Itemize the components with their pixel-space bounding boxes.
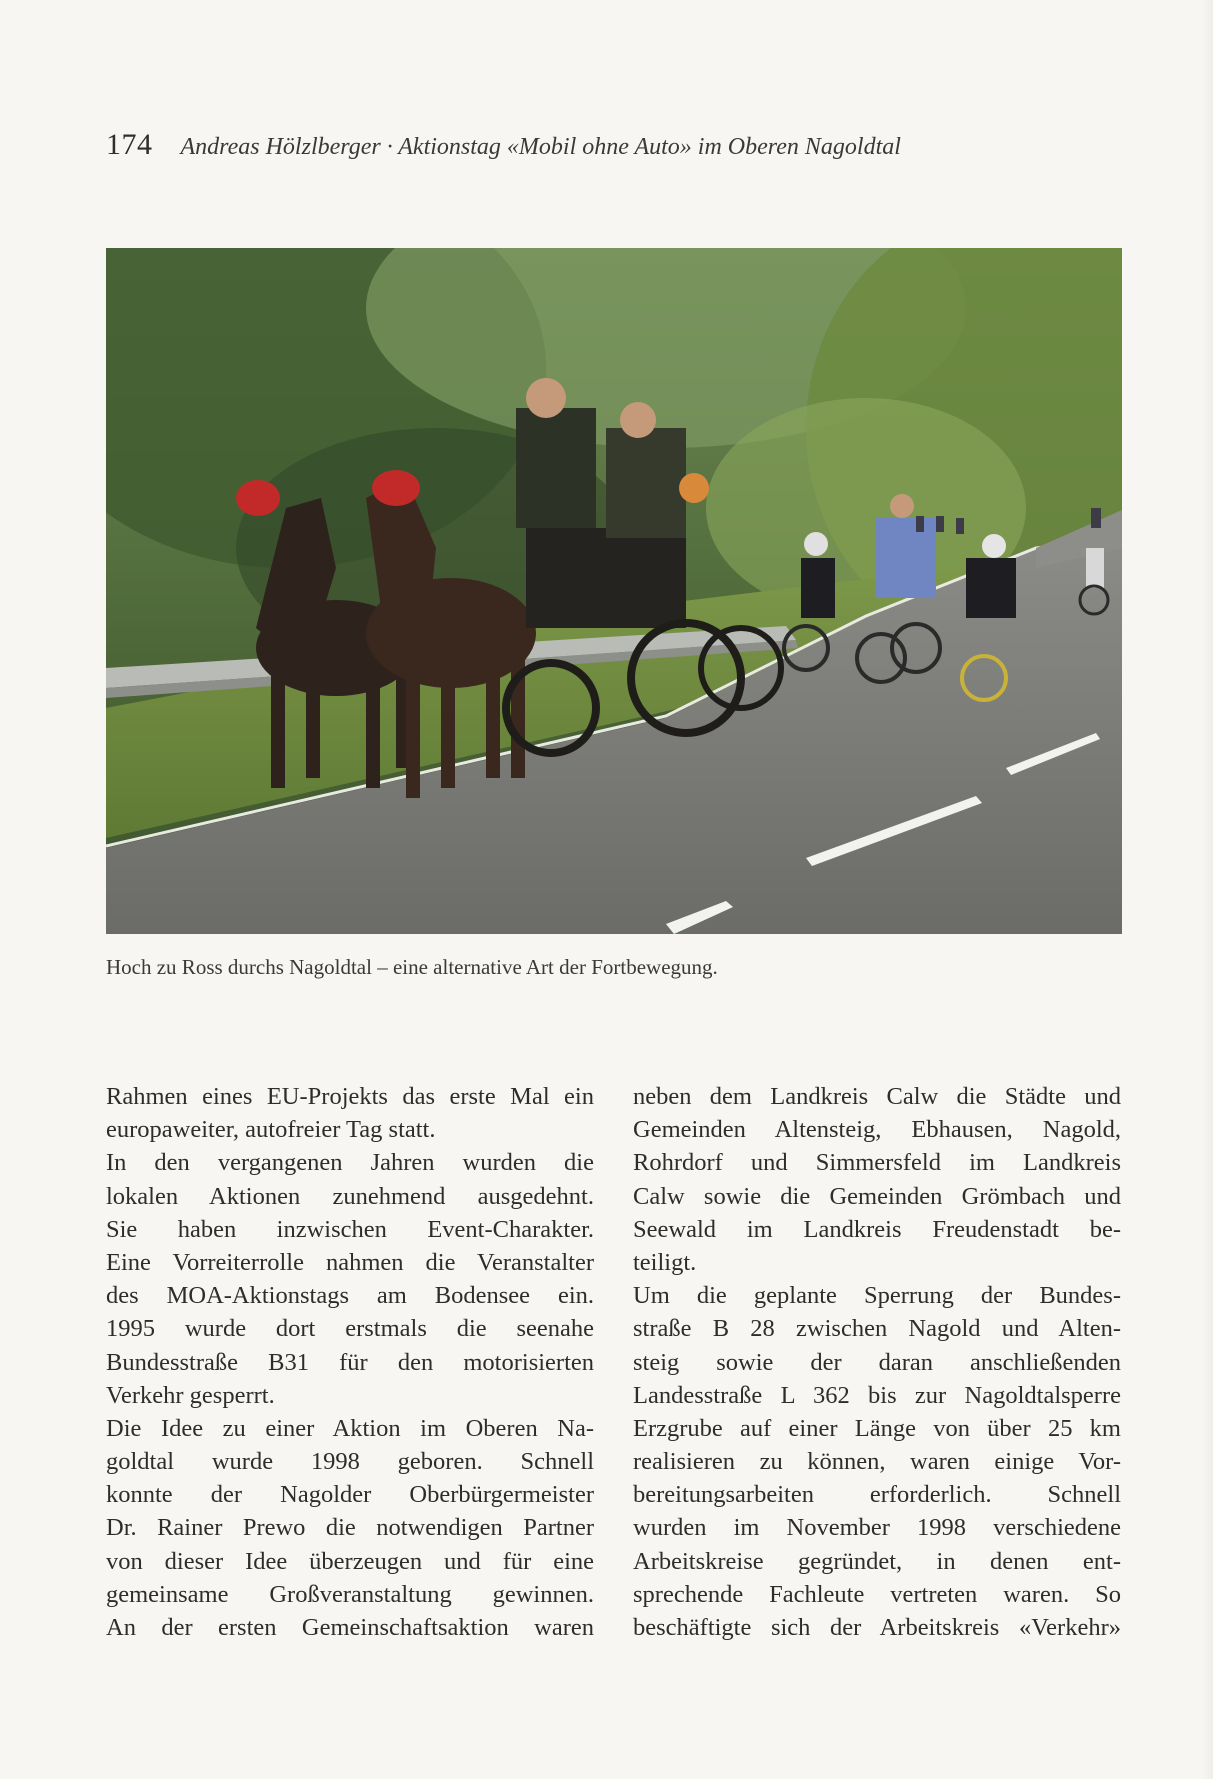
text-line: In den vergangenen Jahren wurden die bbox=[106, 1149, 594, 1177]
paragraph bbox=[106, 1412, 594, 1644]
paragraph bbox=[106, 1080, 594, 1146]
figure-caption: Hoch zu Ross durchs Nagoldtal – eine alternative Art der Fortbewegung. bbox=[106, 955, 718, 979]
page-edge bbox=[1201, 0, 1213, 1779]
paragraph bbox=[633, 1279, 1121, 1644]
text-line: beschäftigte sich der Arbeitskreis «Verkehr» bbox=[633, 1614, 1121, 1641]
text-line: Bundesstraße B31 für den motorisierten bbox=[106, 1348, 594, 1376]
text-line: neben dem Landkreis Calw die Städte und bbox=[633, 1083, 1121, 1110]
running-head bbox=[106, 128, 1106, 168]
text-line: Um die geplante Sperrung der Bundes- bbox=[633, 1282, 1121, 1310]
text-line: konnte der Nagolder Oberbürgermeister bbox=[106, 1481, 594, 1509]
text-line: des MOA-Aktionstags am Bodensee ein. bbox=[106, 1282, 594, 1310]
text-line: Calw sowie die Gemeinden Grömbach und bbox=[633, 1182, 1121, 1210]
text-line: Sie haben inzwischen Event-Charakter. bbox=[106, 1215, 594, 1243]
text-line: straße B 28 zwischen Nagold und Alten- bbox=[633, 1315, 1121, 1343]
text-line: Verkehr gesperrt. bbox=[106, 1381, 275, 1409]
text-line: europaweiter, autofreier Tag statt. bbox=[106, 1116, 436, 1144]
photo-horse-carriage-cyclists bbox=[106, 248, 1122, 934]
body-column-right bbox=[633, 1080, 1121, 1644]
text-line: Eine Vorreiterrolle nahmen die Veranstalter bbox=[106, 1248, 594, 1276]
text-line: Dr. Rainer Prewo die notwendigen Partner bbox=[106, 1514, 594, 1542]
text-line: Seewald im Landkreis Freudenstadt be- bbox=[633, 1215, 1121, 1243]
paragraph bbox=[106, 1146, 594, 1412]
text-line: goldtal wurde 1998 geboren. Schnell bbox=[106, 1448, 594, 1476]
text-line: von dieser Idee überzeugen und für eine bbox=[106, 1547, 594, 1575]
text-line: 1995 wurde dort erstmals die seenahe bbox=[106, 1315, 594, 1343]
text-line: Gemeinden Altensteig, Ebhausen, Nagold, bbox=[633, 1116, 1121, 1144]
text-line: Erzgrube auf einer Länge von über 25 km bbox=[633, 1414, 1121, 1442]
text-line: An der ersten Gemeinschaftsaktion waren bbox=[106, 1614, 594, 1641]
text-line: Arbeitskreise gegründet, in denen ent- bbox=[633, 1547, 1121, 1575]
text-line: gemeinsame Großveranstaltung gewinnen. bbox=[106, 1580, 594, 1608]
text-line: Rohrdorf und Simmersfeld im Landkreis bbox=[633, 1149, 1121, 1177]
text-line: Landesstraße L 362 bis zur Nagoldtalsperre bbox=[633, 1381, 1121, 1409]
text-line: steig sowie der daran anschließenden bbox=[633, 1348, 1121, 1376]
text-line: teiligt. bbox=[633, 1248, 697, 1276]
paragraph bbox=[633, 1080, 1121, 1279]
page-number: 174 bbox=[106, 128, 153, 161]
text-line: sprechende Fachleute vertreten waren. So bbox=[633, 1580, 1121, 1608]
running-title: Andreas Hölzlberger · Aktionstag «Mobil ohne Auto» im Oberen Nagoldtal bbox=[180, 134, 901, 160]
text-line: bereitungsarbeiten erforderlich. Schnell bbox=[633, 1481, 1121, 1509]
text-line: wurden im November 1998 verschiedene bbox=[633, 1514, 1121, 1542]
text-line: realisieren zu können, waren einige Vor- bbox=[633, 1448, 1121, 1476]
text-line: Rahmen eines EU-Projekts das erste Mal ein bbox=[106, 1083, 594, 1110]
text-line: Die Idee zu einer Aktion im Oberen Na- bbox=[106, 1414, 594, 1442]
text-line: lokalen Aktionen zunehmend ausgedehnt. bbox=[106, 1182, 594, 1210]
body-column-left bbox=[106, 1080, 594, 1644]
